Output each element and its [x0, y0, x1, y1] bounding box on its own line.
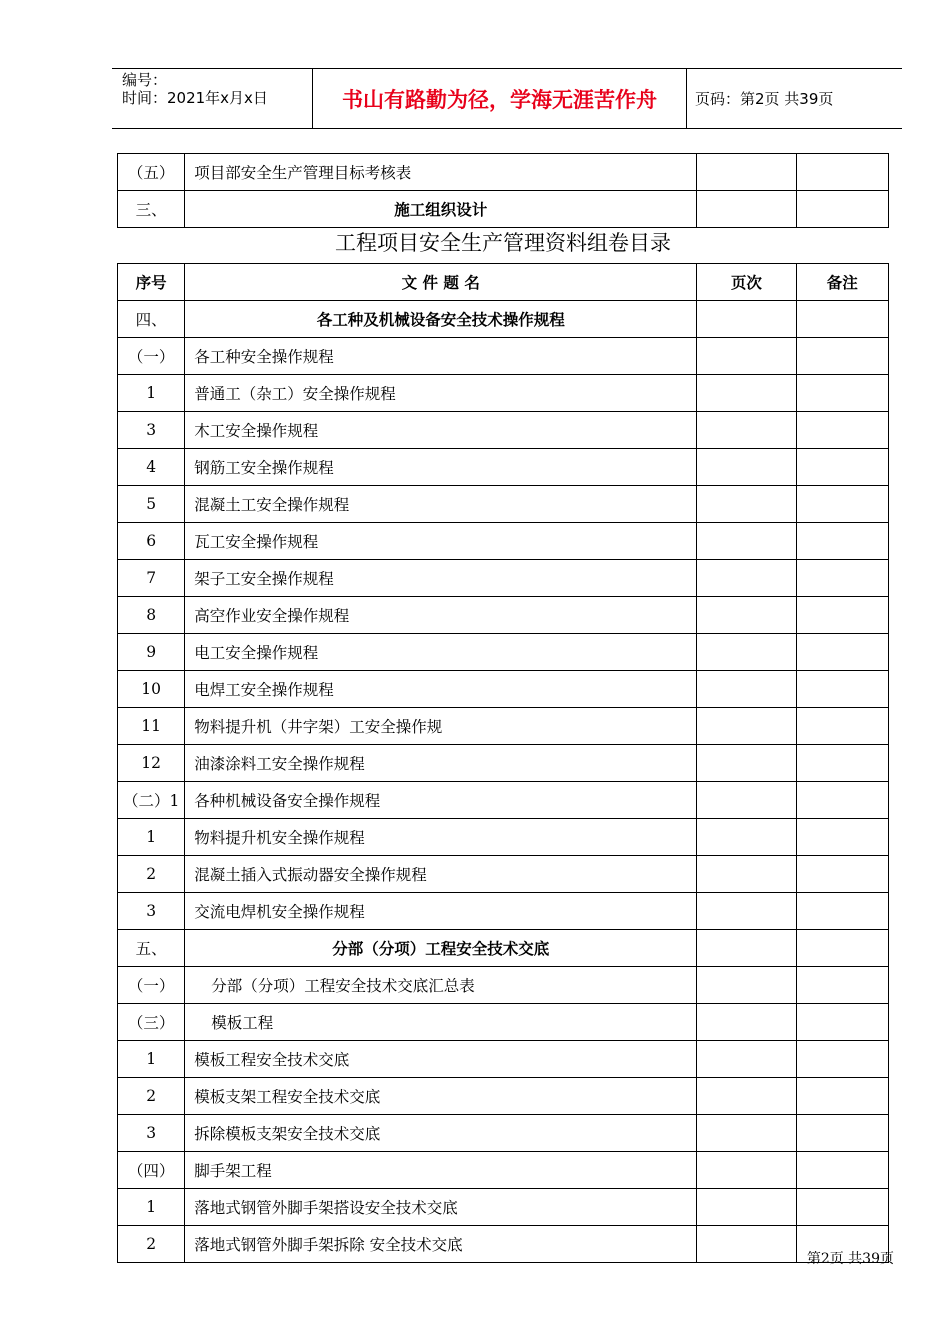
row-page — [697, 930, 796, 967]
row-title: 模板工程安全技术交底 — [185, 1041, 697, 1078]
row-remark — [796, 893, 888, 930]
table-row — [118, 560, 889, 597]
table-row — [118, 745, 889, 782]
row-title: 高空作业安全操作规程 — [185, 597, 697, 634]
table-row — [118, 782, 889, 819]
row-number: 1 — [118, 1041, 185, 1078]
row-title: 混凝土插入式振动器安全操作规程 — [185, 856, 697, 893]
row-title: 木工安全操作规程 — [185, 412, 697, 449]
row-page — [697, 1004, 796, 1041]
table-row — [118, 1004, 889, 1041]
row-title: 混凝土工安全操作规程 — [185, 486, 697, 523]
row-number: 10 — [118, 671, 185, 708]
row-page — [697, 708, 796, 745]
table-row — [118, 708, 889, 745]
table-row — [118, 1226, 889, 1263]
row-remark — [796, 523, 888, 560]
row-number: 三、 — [118, 191, 185, 228]
row-title: 物料提升机安全操作规程 — [185, 819, 697, 856]
row-number: 1 — [118, 819, 185, 856]
row-title: 钢筋工安全操作规程 — [185, 449, 697, 486]
table-row — [118, 856, 889, 893]
row-remark — [796, 560, 888, 597]
table-row — [118, 1152, 889, 1189]
row-page — [697, 412, 796, 449]
row-remark — [796, 338, 888, 375]
row-number: 2 — [118, 1226, 185, 1263]
row-page — [697, 301, 796, 338]
row-title: 各种机械设备安全操作规程 — [185, 782, 697, 819]
table-row — [118, 597, 889, 634]
row-title: 项目部安全生产管理目标考核表 — [185, 154, 697, 191]
table-row — [118, 191, 889, 228]
table-row — [118, 1041, 889, 1078]
row-title: 模板支架工程安全技术交底 — [185, 1078, 697, 1115]
page-footer: 第2页 共39页 — [806, 1251, 894, 1267]
row-page — [697, 1115, 796, 1152]
row-remark — [796, 412, 888, 449]
table-row — [118, 301, 889, 338]
row-number: 3 — [118, 893, 185, 930]
row-remark — [796, 1152, 888, 1189]
row-page — [697, 967, 796, 1004]
row-title: 落地式钢管外脚手架搭设安全技术交底 — [185, 1189, 697, 1226]
row-number: 9 — [118, 634, 185, 671]
row-remark — [796, 154, 888, 191]
row-page — [697, 375, 796, 412]
header-time-label: 时间：2021年x月x日 — [122, 89, 268, 107]
row-page — [697, 634, 796, 671]
row-page — [697, 782, 796, 819]
row-page — [697, 671, 796, 708]
row-number: （一） — [118, 338, 185, 375]
document-title: 工程项目安全生产管理资料组卷目录 — [335, 231, 671, 255]
row-page — [697, 819, 796, 856]
table-row — [118, 1078, 889, 1115]
table-row — [118, 338, 889, 375]
table-header-row — [118, 264, 889, 301]
catalog-table — [117, 263, 889, 1263]
row-number: 12 — [118, 745, 185, 782]
row-remark — [796, 967, 888, 1004]
row-title: 施工组织设计 — [185, 191, 697, 228]
row-remark — [796, 930, 888, 967]
header-number-label: 编号： — [122, 71, 168, 89]
header-motto: 书山有路勤为径，学海无涯苦作舟 — [313, 69, 687, 128]
row-title: 各工种安全操作规程 — [185, 338, 697, 375]
table-row — [118, 819, 889, 856]
row-page — [697, 1189, 796, 1226]
table-row — [118, 930, 889, 967]
table-row — [118, 671, 889, 708]
row-page — [697, 893, 796, 930]
row-title: 分部（分项）工程安全技术交底 — [185, 930, 697, 967]
table-row — [118, 893, 889, 930]
row-page — [697, 523, 796, 560]
header-page-info: 页码：第2页 共39页 — [695, 90, 834, 108]
column-header-no: 序号 — [118, 264, 185, 301]
row-number: （四） — [118, 1152, 185, 1189]
row-number: 1 — [118, 1189, 185, 1226]
row-title: 模板工程 — [185, 1004, 697, 1041]
table-row — [118, 967, 889, 1004]
row-remark — [796, 819, 888, 856]
row-remark — [796, 708, 888, 745]
row-number: 3 — [118, 412, 185, 449]
row-page — [697, 1152, 796, 1189]
row-remark — [796, 1078, 888, 1115]
row-number: 3 — [118, 1115, 185, 1152]
row-page — [697, 597, 796, 634]
row-number: （五） — [118, 154, 185, 191]
row-title: 脚手架工程 — [185, 1152, 697, 1189]
column-header-page: 页次 — [697, 264, 796, 301]
row-title: 拆除模板支架安全技术交底 — [185, 1115, 697, 1152]
row-remark — [796, 449, 888, 486]
row-number: 7 — [118, 560, 185, 597]
row-title: 架子工安全操作规程 — [185, 560, 697, 597]
row-remark — [796, 597, 888, 634]
row-number: 2 — [118, 1078, 185, 1115]
row-number: 2 — [118, 856, 185, 893]
row-number: （二）1 — [118, 782, 185, 819]
table-row — [118, 634, 889, 671]
row-remark — [796, 1004, 888, 1041]
table-row — [118, 375, 889, 412]
row-title: 交流电焊机安全操作规程 — [185, 893, 697, 930]
row-remark — [796, 191, 888, 228]
row-number: 1 — [118, 375, 185, 412]
row-remark — [796, 486, 888, 523]
row-title: 落地式钢管外脚手架拆除 安全技术交底 — [185, 1226, 697, 1263]
top-table — [117, 153, 889, 228]
row-title: 普通工（杂工）安全操作规程 — [185, 375, 697, 412]
row-title: 瓦工安全操作规程 — [185, 523, 697, 560]
row-remark — [796, 745, 888, 782]
row-title: 电工安全操作规程 — [185, 634, 697, 671]
row-number: 6 — [118, 523, 185, 560]
table-row — [118, 1115, 889, 1152]
row-number: （三） — [118, 1004, 185, 1041]
table-row — [118, 1189, 889, 1226]
table-row — [118, 486, 889, 523]
column-header-remark: 备注 — [796, 264, 888, 301]
row-page — [697, 1226, 796, 1263]
table-row — [118, 449, 889, 486]
table-row — [118, 154, 889, 191]
page-header — [112, 68, 902, 129]
row-remark — [796, 1115, 888, 1152]
row-title: 物料提升机（井字架）工安全操作规 — [185, 708, 697, 745]
row-remark — [796, 1189, 888, 1226]
row-title: 各工种及机械设备安全技术操作规程 — [185, 301, 697, 338]
row-number: （一） — [118, 967, 185, 1004]
row-page — [697, 154, 796, 191]
row-title: 电焊工安全操作规程 — [185, 671, 697, 708]
column-header-title: 文 件 题 名 — [185, 264, 697, 301]
header-meta — [112, 69, 313, 128]
row-number: 11 — [118, 708, 185, 745]
row-page — [697, 856, 796, 893]
row-remark — [796, 375, 888, 412]
row-page — [697, 486, 796, 523]
row-remark — [796, 301, 888, 338]
row-page — [697, 560, 796, 597]
row-title: 油漆涂料工安全操作规程 — [185, 745, 697, 782]
table-row — [118, 523, 889, 560]
row-page — [697, 1041, 796, 1078]
row-title: 分部（分项）工程安全技术交底汇总表 — [185, 967, 697, 1004]
row-page — [697, 338, 796, 375]
row-number: 四、 — [118, 301, 185, 338]
row-page — [697, 745, 796, 782]
row-number: 4 — [118, 449, 185, 486]
row-page — [697, 191, 796, 228]
row-remark — [796, 634, 888, 671]
row-remark — [796, 782, 888, 819]
table-row — [118, 412, 889, 449]
row-number: 5 — [118, 486, 185, 523]
row-number: 8 — [118, 597, 185, 634]
row-remark — [796, 856, 888, 893]
row-page — [697, 449, 796, 486]
row-remark — [796, 671, 888, 708]
row-number: 五、 — [118, 930, 185, 967]
row-page — [697, 1078, 796, 1115]
row-remark — [796, 1041, 888, 1078]
